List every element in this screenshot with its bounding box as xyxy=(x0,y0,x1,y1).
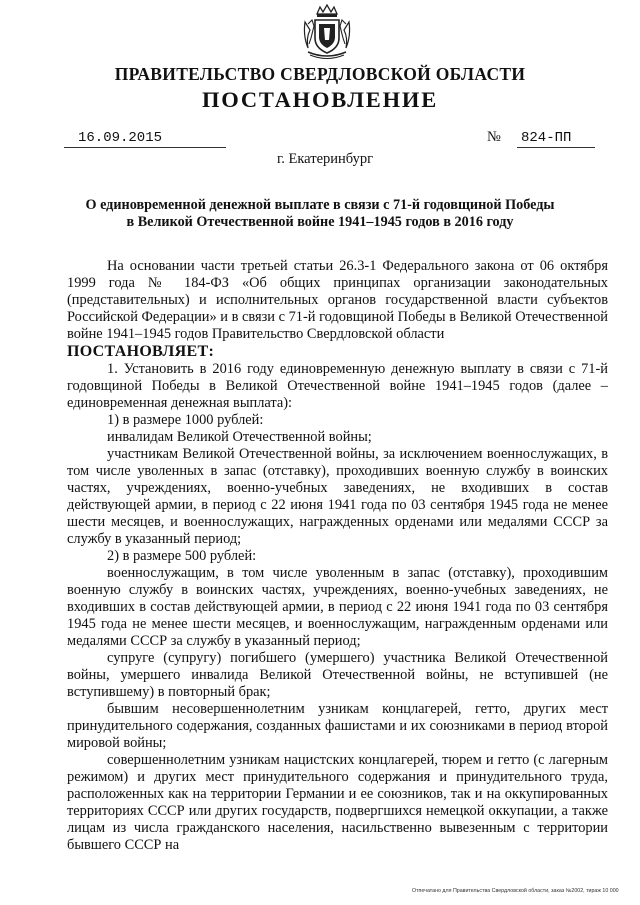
body-paragraph: участникам Великой Отечественной войны, за исключением военнослужащих, в том числе уволенных в запас (отставку), проходивших военную службу в воинских частях, учреждениях, военно-учебных заведениях, не входивших в состав действующей армии, в период с 22 июня 1941 года по 03 сентября 1945 года не менее шести месяцев, и военнослужащих, награжденных орденами или медалями СССР за службу в указанный период; xyxy=(67,446,608,547)
number-underline xyxy=(517,147,595,148)
document-title-line: в Великой Отечественной войне 1941–1945 годов в 2016 году xyxy=(126,214,514,230)
document-date xyxy=(64,130,226,146)
decree-heading: ПОСТАНОВЛЯЕТ: xyxy=(67,343,215,360)
body-paragraph: супруге (супругу) погибшего (умершего) участника Великой Отечественной войны, умершего инвалида Великой Отечественной войны, не вступившей (не вступившему) в повторный брак; xyxy=(67,650,608,700)
number-sign: № xyxy=(487,129,501,145)
document-type: ПОСТАНОВЛЕНИЕ xyxy=(202,87,438,112)
body-paragraph: совершеннолетним узникам нацистских концлагерей, тюрем и гетто (с лагерным режимом) и других мест принудительного содержания и принудительного труда, расположенных как на территории Германии и ее союзников, так и на оккупированных территориях СССР или других государств, подвергшихся немецкой оккупации, а также лицам из числа гражданского населения, насильственно вывезенным с территории бывшего СССР на xyxy=(67,752,608,853)
body-paragraph: 1. Установить в 2016 году единовременную денежную выплату в связи с 71-й годовщиной Победы в Великой Отечественной войне 1941–1945 годов (далее – единовременная денежная выплата): xyxy=(67,361,608,411)
document-number-field xyxy=(517,130,595,146)
body-paragraph: инвалидам Великой Отечественной войны; xyxy=(107,429,372,445)
body-paragraph: 2) в размере 500 рублей: xyxy=(107,548,257,564)
document-title-line: О единовременной денежной выплате в связи с 71-й годовщиной Победы xyxy=(85,197,555,213)
document-date-value: 16.09.2015 xyxy=(78,130,163,146)
body-paragraph: бывшим несовершеннолетним узникам концлагерей, гетто, других мест принудительного содержания, созданных фашистами и их союзниками в период второй мировой войны; xyxy=(67,701,608,751)
body-paragraph: военнослужащим, в том числе уволенным в запас (отставку), проходившим военную службу в воинских частях, учреждениях, военно-учебных заведениях, не входивших в состав действующей армии, в период с 22 июня 1941 года по 03 сентября 1945 года не менее шести месяцев, и военнослужащим, награжденным орденами или медалями СССР за службу в указанный период; xyxy=(67,565,608,649)
document-number-value: 824-ПП xyxy=(521,130,572,146)
city-name: г. Екатеринбург xyxy=(276,151,374,167)
document-title xyxy=(60,197,580,231)
date-underline xyxy=(64,147,226,148)
organization-name: ПРАВИТЕЛЬСТВО СВЕРДЛОВСКОЙ ОБЛАСТИ xyxy=(114,64,526,84)
document-body xyxy=(67,258,608,854)
print-note: Отпечатано для Правительства Свердловской области, заказ №2002, тираж 10 000 xyxy=(412,888,619,894)
preamble-paragraph: На основании части третьей статьи 26.3-1 Федерального закона от 06 октября 1999 года № 184-ФЗ «Об общих принципах организации законодательных (представительных) и исполнительных органов государственной власти субъектов Российской Федерации» и в связи с 71-й годовщиной Победы в Великой Отечественной войне 1941–1945 годов Правительство Свердловской области xyxy=(67,258,608,342)
body-paragraph: 1) в размере 1000 рублей: xyxy=(107,412,264,428)
coat-of-arms-emblem xyxy=(302,4,352,60)
